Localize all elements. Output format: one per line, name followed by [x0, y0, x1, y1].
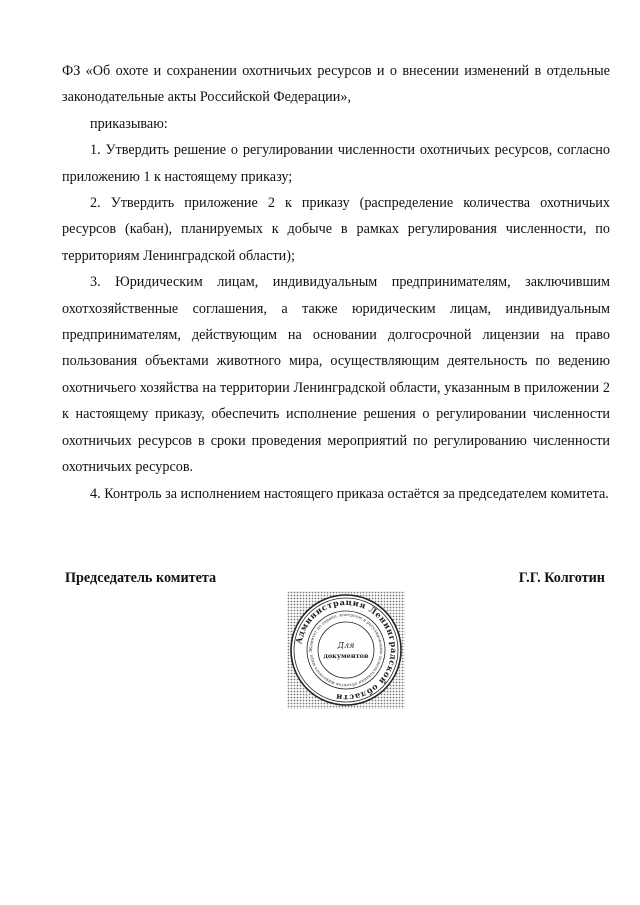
paragraph-0: ФЗ «Об охоте и сохранении охотничьих ресурсов и о внесении изменений в отдельные законодательные акты Российской Федерации», — [62, 63, 610, 106]
signature-row — [65, 570, 605, 587]
seal-outer-text: Администрация Ленинградской области — [293, 596, 400, 704]
paragraph-5: 4. Контроль за исполнением настоящего приказа остаётся за председателем комитета. — [90, 485, 609, 502]
official-seal — [287, 591, 405, 709]
seal-center-line2: документов — [323, 652, 369, 660]
signatory-position: Председатель комитета — [65, 570, 217, 586]
paragraph-3: 2. Утвердить приложение 2 к приказу (распределение количества охотничьих ресурсов (кабан), планируемых к добыче в рамках регулирования численности, по территориям Ленинградской области); — [62, 195, 610, 264]
paragraph-2: 1. Утвердить решение о регулировании численности охотничьих ресурсов, согласно приложению 1 к настоящему приказу; — [62, 142, 610, 185]
signatory-name: Г.Г. Колготин — [518, 570, 605, 586]
paragraph-4: 3. Юридическим лицам, индивидуальным предпринимателям, заключившим охотхозяйственные соглашения, а также юридическим лицам, индивидуальным предпринимателям, действующим на основании долгосрочной лицензии на право пользования объектами животного мира, осуществляющим деятельность по ведению охотничьего хозяйства на территории Ленинградской области, указанным в приложении 2 к настоящему приказу, обеспечить исполнение решения о регулировании численности охотничьих ресурсов в сроки проведения мероприятий по регулированию численности охотничьих ресурсов. — [62, 274, 610, 476]
seal-stamp-icon — [287, 591, 405, 709]
document-body — [62, 58, 610, 507]
paragraph-1: приказываю: — [90, 115, 168, 132]
seal-inner-text: Комитет по охране, контролю и регулированию использования объектов животного мира Л — [307, 611, 385, 689]
seal-center-line1: Для — [337, 641, 355, 650]
